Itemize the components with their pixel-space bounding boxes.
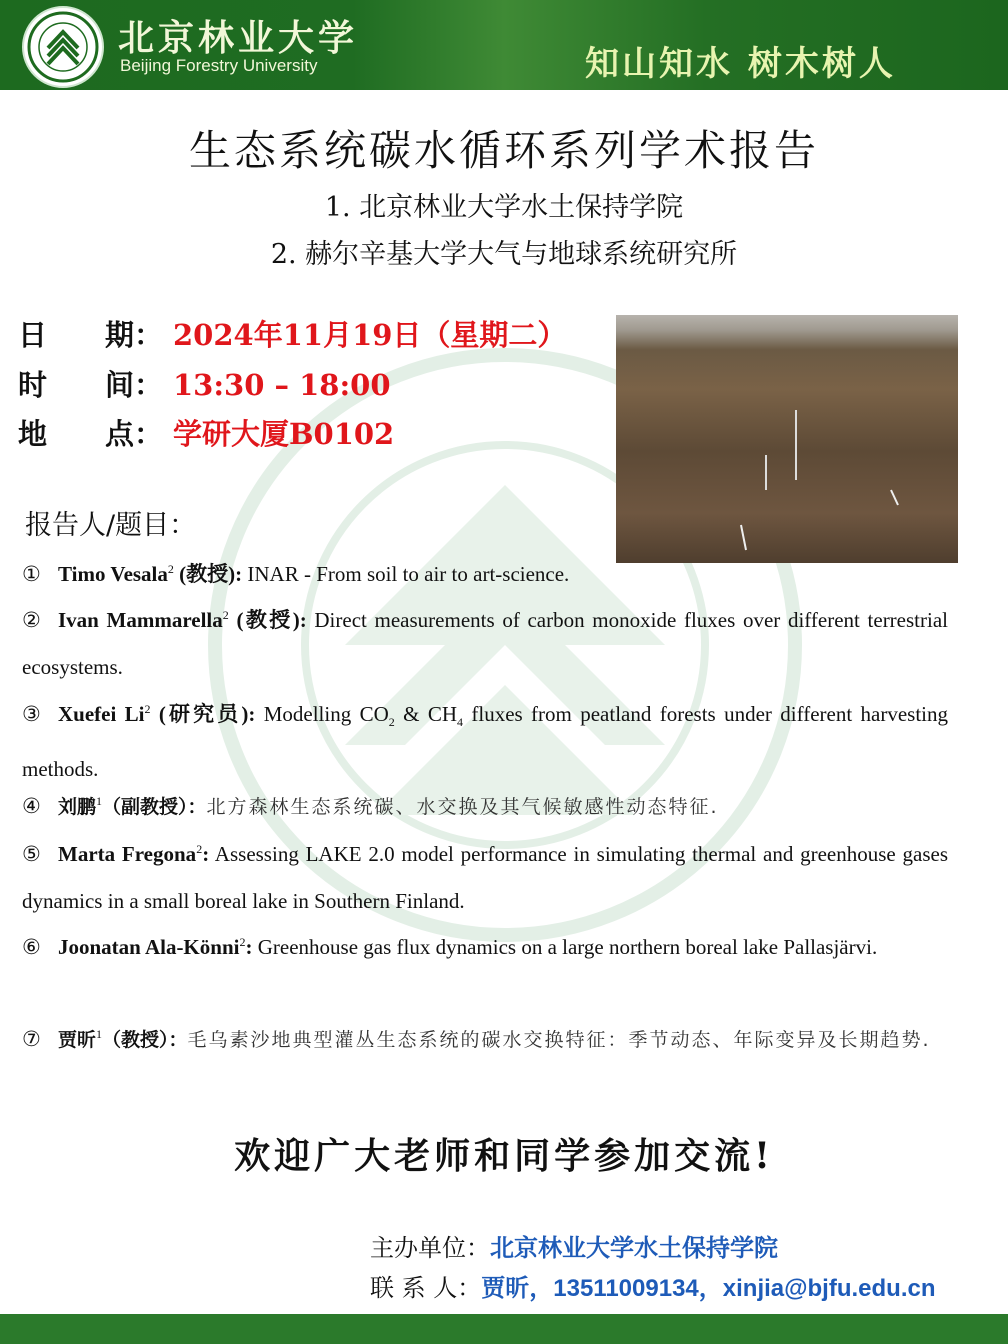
item-number: ③ bbox=[22, 702, 41, 726]
organizer-value: 北京林业大学水土保持学院 bbox=[490, 1234, 778, 1262]
info-time bbox=[18, 363, 391, 404]
university-motto: 知山知水 树木树人 bbox=[585, 44, 896, 84]
location-label: 地 点： bbox=[18, 417, 164, 451]
info-date bbox=[18, 313, 566, 354]
organization-2: 2. 赫尔辛基大学大气与地球系统研究所 bbox=[270, 239, 738, 270]
contact-line bbox=[370, 1268, 936, 1303]
info-location bbox=[18, 412, 394, 453]
item-number: ① bbox=[22, 562, 41, 586]
speaker-item-5 bbox=[22, 826, 948, 925]
affiliation-mark: 1 bbox=[96, 794, 103, 808]
affiliation-mark: 2 bbox=[144, 702, 151, 716]
speaker-role: (教授): bbox=[228, 608, 307, 632]
contact-value: 贾昕，13511009134，xinjia@bjfu.edu.cn bbox=[481, 1275, 936, 1302]
speaker-item-4 bbox=[22, 778, 948, 831]
organizer-label: 主办单位： bbox=[370, 1234, 490, 1262]
item-number: ⑤ bbox=[22, 842, 41, 866]
affiliation-mark: 1 bbox=[96, 1027, 103, 1041]
speaker-item-7 bbox=[22, 1011, 948, 1064]
speaker-item-2 bbox=[22, 592, 948, 691]
speaker-item-6 bbox=[22, 919, 948, 971]
footer-bar bbox=[0, 1314, 1008, 1344]
speaker-role: : bbox=[202, 842, 210, 866]
university-name-en: Beijing Forestry University bbox=[120, 56, 318, 75]
date-value: 2024年11月19日（星期二） bbox=[173, 318, 567, 352]
speakers-heading: 报告人/题目： bbox=[25, 510, 197, 541]
talk-title: 北方森林生态系统碳、水交换及其气候敏感性动态特征. bbox=[206, 796, 719, 818]
date-label: 日 期： bbox=[18, 318, 164, 352]
item-number: ⑦ bbox=[22, 1027, 41, 1051]
item-number: ② bbox=[22, 608, 41, 632]
subscript: 2 bbox=[388, 715, 395, 730]
speaker-name: 刘鹏 bbox=[58, 796, 97, 818]
affiliation-mark: 2 bbox=[167, 562, 174, 576]
affiliation-mark: 2 bbox=[222, 608, 229, 622]
talk-title: Direct measurements of carbon monoxide fluxes over different terrestrial ecosystems. bbox=[22, 608, 948, 679]
speaker-item-1 bbox=[22, 546, 948, 598]
organization-1: 1. 北京林业大学水土保持学院 bbox=[324, 192, 684, 223]
organizer-line bbox=[370, 1228, 778, 1263]
welcome-message: 欢迎广大老师和同学参加交流! bbox=[234, 1135, 774, 1177]
talk-title-part: & CH bbox=[394, 702, 457, 726]
contact-label: 联 系 人： bbox=[370, 1274, 482, 1302]
speaker-name: 贾昕 bbox=[58, 1029, 97, 1051]
speaker-role: (教授): bbox=[173, 562, 243, 586]
item-number: ⑥ bbox=[22, 935, 41, 959]
speaker-name: Timo Vesala bbox=[58, 562, 168, 586]
university-logo bbox=[22, 6, 104, 88]
item-number: ④ bbox=[22, 794, 41, 818]
talk-title: Greenhouse gas flux dynamics on a large northern boreal lake Pallasjärvi. bbox=[252, 935, 878, 959]
talk-title-part: fluxes from peatland forests under different harvesting methods. bbox=[22, 702, 949, 782]
page-title: 生态系统碳水循环系列学术报告 bbox=[188, 126, 819, 175]
time-value: 13:30 – 18:00 bbox=[173, 368, 391, 402]
speaker-role: （教授）： bbox=[102, 1029, 188, 1051]
affiliation-mark: 2 bbox=[196, 842, 203, 856]
speaker-name: Ivan Mammarella bbox=[58, 608, 223, 632]
speaker-role: (研究员): bbox=[150, 702, 256, 726]
subscript: 4 bbox=[457, 715, 463, 730]
peatland-site-photo bbox=[616, 315, 958, 563]
speaker-role: （副教授）： bbox=[102, 796, 207, 818]
talk-title: Assessing LAKE 2.0 model performance in simulating thermal and greenhouse gases dynamics in a small boreal lake in Southern Finland. bbox=[22, 842, 949, 913]
talk-title: INAR - From soil to air to art-science. bbox=[242, 562, 570, 586]
talk-title: 毛乌素沙地典型灌丛生态系统的碳水交换特征：季节动态、年际变异及长期趋势. bbox=[187, 1029, 931, 1051]
talk-title-part: Modelling CO bbox=[255, 702, 389, 726]
speaker-name: Xuefei Li bbox=[58, 702, 145, 726]
speaker-name: Marta Fregona bbox=[58, 842, 197, 866]
time-label: 时 间： bbox=[18, 368, 164, 402]
speaker-name: Joonatan Ala-Könni bbox=[58, 935, 240, 959]
speaker-role: : bbox=[245, 935, 253, 959]
university-name-cn: 北京林业大学 bbox=[118, 17, 359, 59]
affiliation-mark: 2 bbox=[239, 935, 246, 949]
location-value: 学研大厦B0102 bbox=[173, 417, 395, 451]
header-banner bbox=[0, 0, 1008, 90]
